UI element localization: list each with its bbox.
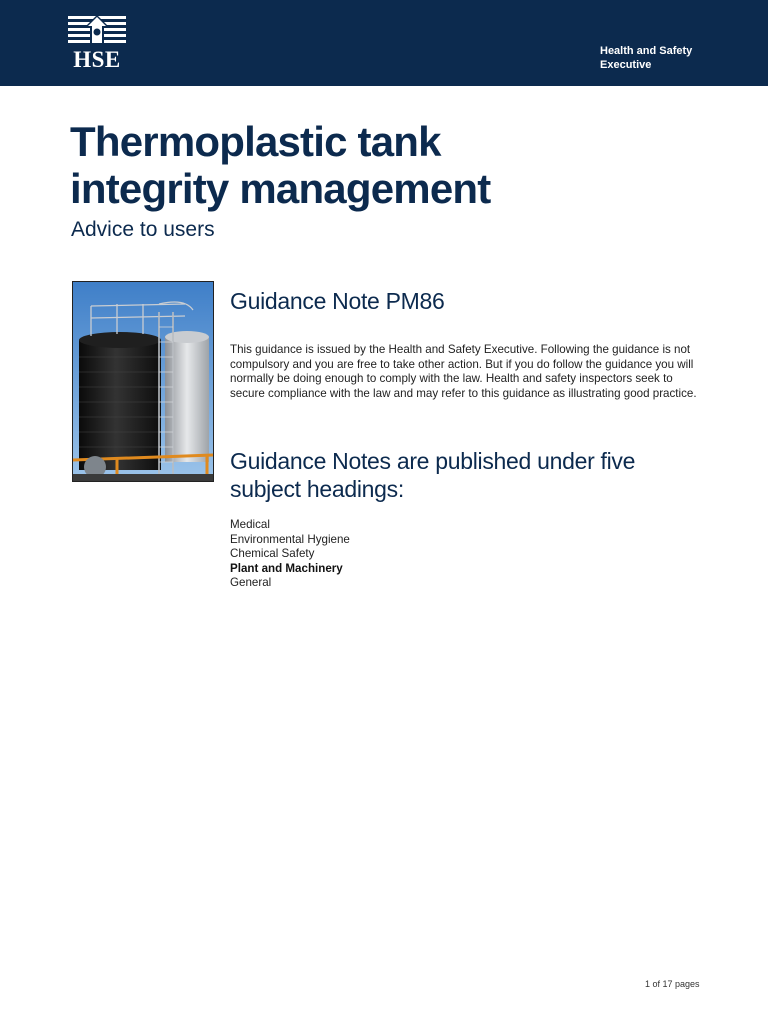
- page-subtitle: Advice to users: [71, 218, 215, 241]
- page-title-line1: Thermoplastic tank: [70, 118, 441, 165]
- subject-list: [230, 518, 350, 591]
- list-item: Medical: [230, 518, 270, 531]
- thermoplastic-tank-photo: [72, 281, 214, 482]
- list-item: Chemical Safety: [230, 547, 315, 561]
- organisation-name-line1: Health and Safety: [600, 45, 693, 57]
- header-bar: [0, 0, 768, 86]
- list-item-highlighted: Plant and Machinery: [230, 561, 343, 575]
- intro-paragraph: This guidance is issued by the Health and Safety Executive. Following the guidance is not compulsory and you are free to take other action. But if you do follow the guidance you will normally be doing enough to comply with the law. Health and safety inspectors seek to secure compliance with the law and may refer to this guidance as illustrating good practice.: [230, 343, 697, 400]
- list-item: Environmental Hygiene: [230, 532, 350, 546]
- list-item: General: [230, 576, 272, 590]
- guidance-note-heading: Guidance Note PM86: [230, 288, 445, 314]
- subject-headings-heading: Guidance Notes are published under five subject headings:: [230, 448, 636, 502]
- organisation-name: [600, 44, 692, 72]
- organisation-name-line2: Executive: [600, 59, 652, 71]
- page-count: 1 of 17 pages: [645, 979, 700, 989]
- page-title: [70, 118, 490, 212]
- hse-logo-text: HSE: [73, 47, 121, 72]
- page-title-line2: integrity management: [70, 165, 491, 212]
